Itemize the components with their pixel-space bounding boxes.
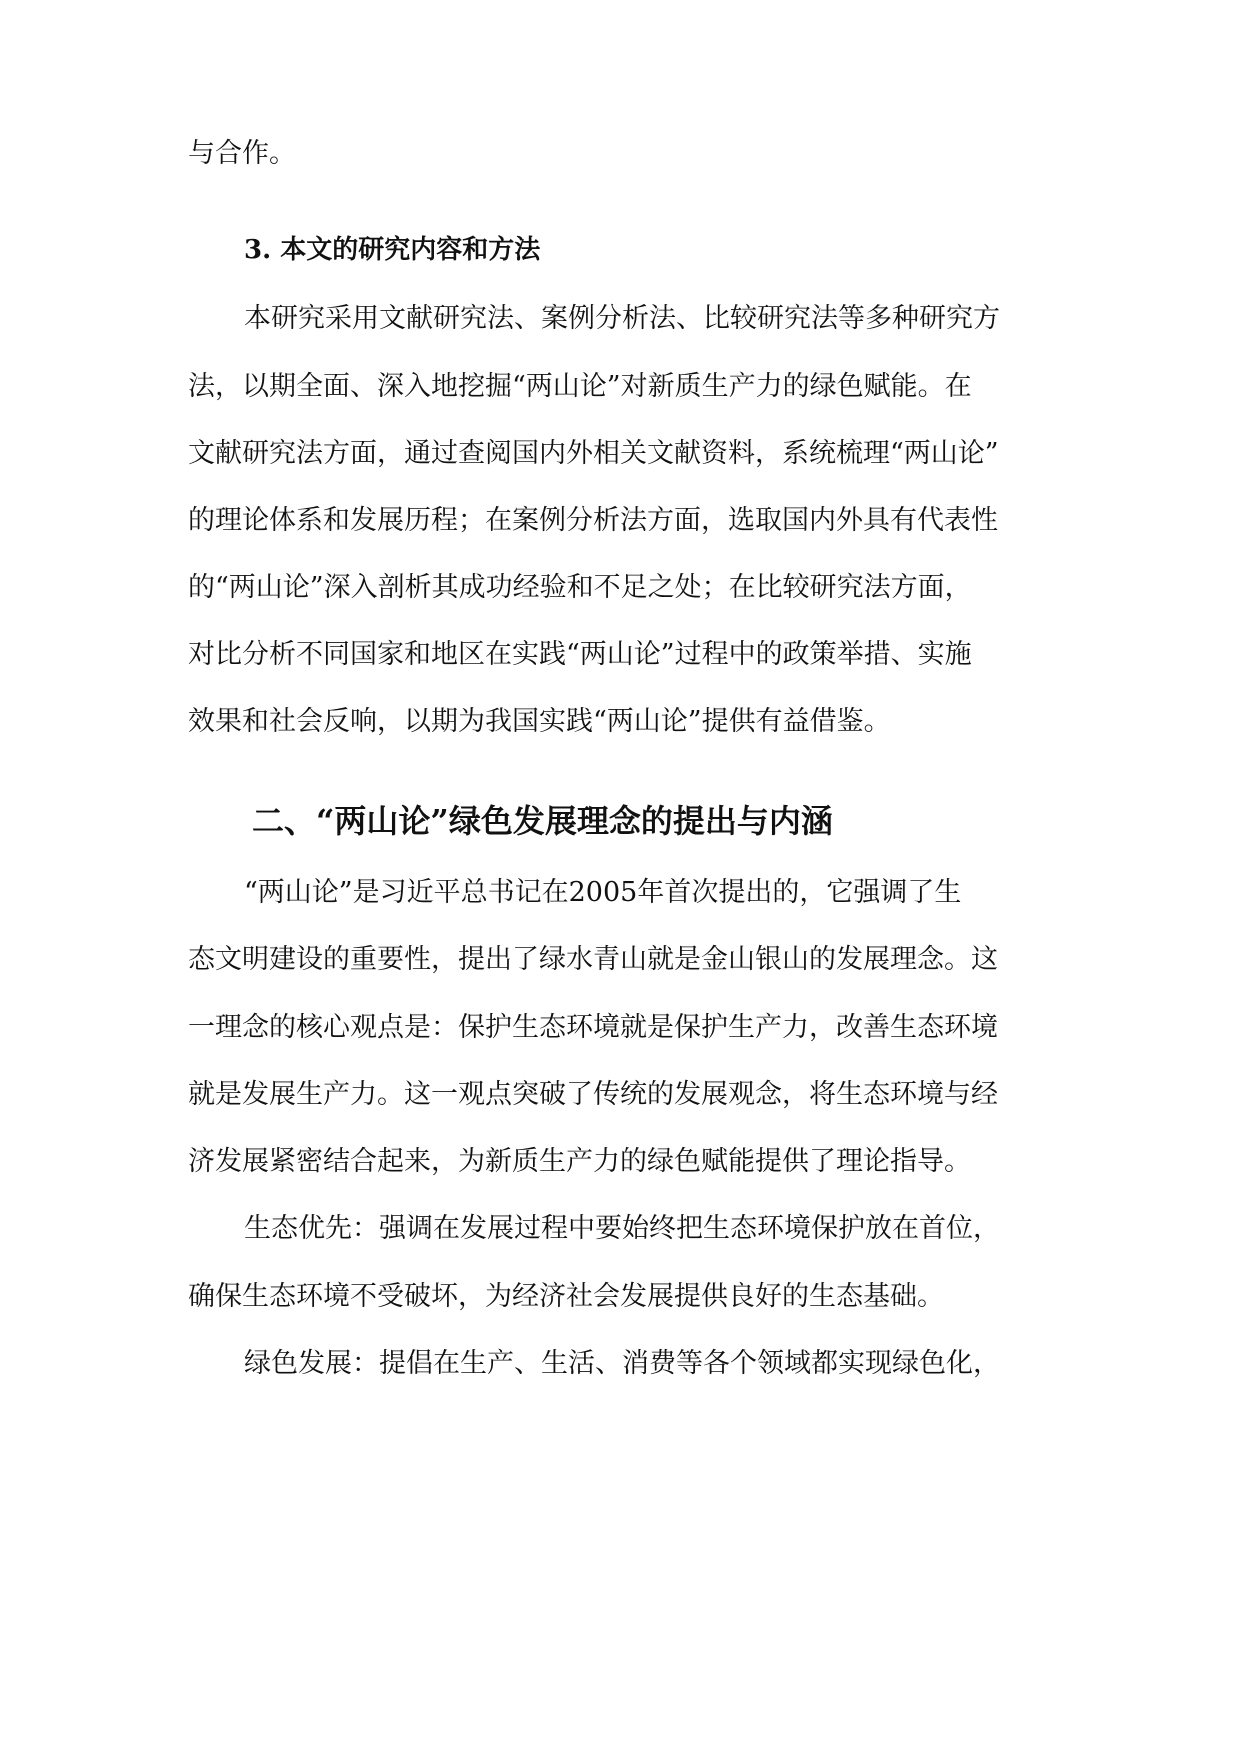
section-3-heading: 3. 本文的研究内容和方法 — [244, 235, 541, 265]
paragraph-line: 对比分析不同国家和地区在实践“两山论”过程中的政策举措、实施 — [188, 639, 972, 670]
paragraph-line: 的“两山论”深入剖析其成功经验和不足之处；在比较研究法方面， — [188, 572, 972, 603]
paragraph-line: 法，以期全面、深入地挖掘“两山论”对新质生产力的绿色赋能。在 — [188, 371, 972, 402]
paragraph-line: 生态优先：强调在发展过程中要始终把生态环境保护放在首位， — [244, 1213, 1000, 1244]
paragraph-line: 确保生态环境不受破坏，为经济社会发展提供良好的生态基础。 — [188, 1281, 944, 1312]
paragraph-line: 绿色发展：提倡在生产、生活、消费等各个领域都实现绿色化， — [244, 1348, 1000, 1379]
paragraph-line: 济发展紧密结合起来，为新质生产力的绿色赋能提供了理论指导。 — [188, 1146, 971, 1177]
paragraph-line: 的理论体系和发展历程；在案例分析法方面，选取国内外具有代表性 — [188, 505, 998, 536]
paragraph-line: “两山论”是习近平总书记在2005年首次提出的，它强调了生 — [244, 877, 962, 908]
paragraph-line: 一理念的核心观点是：保护生态环境就是保护生产力，改善生态环境 — [188, 1012, 998, 1043]
continuation-text: 与合作。 — [188, 138, 296, 169]
chapter-2-heading: 二、“两山论”绿色发展理念的提出与内涵 — [252, 802, 833, 840]
paragraph-line: 态文明建设的重要性，提出了绿水青山就是金山银山的发展理念。这 — [188, 944, 998, 975]
paragraph-line: 文献研究法方面，通过查阅国内外相关文献资料，系统梳理“两山论” — [188, 438, 999, 469]
paragraph-line: 就是发展生产力。这一观点突破了传统的发展观念，将生态环境与经 — [188, 1079, 998, 1110]
paragraph-line: 本研究采用文献研究法、案例分析法、比较研究法等多种研究方 — [244, 303, 1000, 334]
paragraph-line: 效果和社会反响，以期为我国实践“两山论”提供有益借鉴。 — [188, 706, 891, 737]
